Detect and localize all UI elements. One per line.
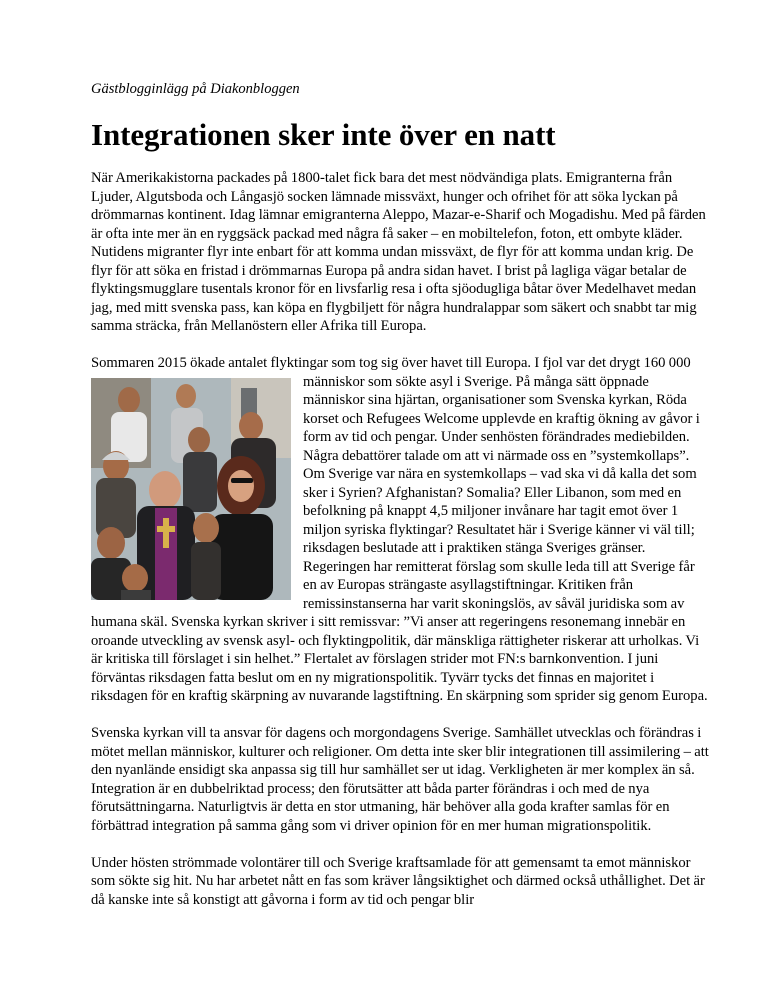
paragraph-3: Svenska kyrkan vill ta ansvar för dagens och morgondagens Sverige. Samhället utvecklas och förändras i mötet mellan människor, kulturer och religioner. Om detta inte sker blir integrationen till assimilering – att den nyanlände ensidigt ska anpassa sig till hur samhället ser ut idag. Verkligheten är mer komplex än så. Integration är en dubbelriktad process; den förutsätter att båda parter förändras i och med de nya förutsättningarna. Naturligtvis är detta en stor utmaning, här behöver alla goda krafter samlas för en förbättrad integration på samma gång som vi driver opinion för en mer human migrationspolitik. [91, 725, 709, 834]
article-title: Integrationen sker inte över en natt [91, 117, 556, 152]
paragraph-2 [91, 354, 711, 706]
blog-kicker: Gästblogginlägg på Diakonbloggen [91, 81, 300, 97]
group-photo [91, 378, 291, 600]
paragraph-4: Under hösten strömmade volontärer till och Sverige kraftsamlade för att gemensamt ta emot människor som sökte sig hit. Nu har arbetet nått en fas som kräver långsiktighet och därmed också uthållighet. Det är då kanske inte så konstigt att gåvorna i form av tid och pengar blir [91, 854, 705, 908]
paragraph-2-rest: På många sätt öppnade människor sina hjärtan, organisationer som Svenska kyrkan, Röda korset och Refugees Welcome upplevde en kraftig ökning av gåvor i form av tid och pengar. Under senhösten förändrades mediebilden. Några debattörer talade om att vi närmade oss en ”systemkollaps”. Om Sverige var nära en systemkollaps – vad ska vi då kalla det som sker i Syrien? Afghanistan? Somalia? Eller Libanon, som med en befolkning på knappt 4,5 miljoner invånare har tagit emot över 1 miljon syriska flyktingar? Resultatet här i Sverige känner vi väl till; riksdagen beslutade att i praktiken stänga Sveriges gränser. Regeringen har remitterat förslag som skulle leda till att Sverige får en av Europas strängaste asyllagstiftningar. Kritiken från remissinstanserna har varit skoningslös, av såväl juridiska som av humana skäl. Svenska kyrkan skriver i sitt remissvar: ”Vi anser att regeringens resonemang innebär en oroande utveckling av svensk asyl- och flyktingpolitik, där mänskliga rättigheter riskerar att urholkas. Vi är kritiska till förslaget i sin helhet.” Flertalet av förslagen strider mot FN:s barnkonvention. I juni förväntas riksdagen fatta beslut om en ny migrationspolitik. Tyvärr tycks det finnas en majoritet i riksdagen för en kraftig skärpning av nuvarande lagstiftning. En skärpning som sprider sig genom Europa. [91, 373, 708, 704]
paragraph-1: När Amerikakistorna packades på 1800-talet fick bara det mest nödvändiga plats. Emigranterna från Ljuder, Algutsboda och Långasjö socken lämnade missväxt, hunger och ofrihet för att söka lyckan på drömmarnas kontinent. Idag lämnar emigranterna Aleppo, Mazar-e-Sharif och Mogadishu. Med på färden är ofta inte mer än en ryggsäck packad med några få saker – en mobiltelefon, foton, ett ombyte kläder. Nutidens migranter flyr inte enbart för att komma undan missväxt, de flyr för att komma undan krig. De flyr för att söka en fristad i drömmarnas Europa på andra sidan havet. I brist på lagliga vägar betalar de flyktingsmugglare tusentals kronor för en livsfarlig resa i ofta sjöodugliga båtar över Medelhavet medan jag, med mitt svenska pass, kan köpa en flygbiljett för några hundralappar som säkert och snabbt tar mig samma sträcka, från Mellanöstern eller Afrika till Europa. [91, 170, 706, 334]
document-page [91, 80, 711, 928]
paragraph-2-intro: Sommaren 2015 ökade antalet flyktingar som tog sig över havet till Europa. I fjol var det drygt 160 000 människor som sökte asyl i Sverige. [91, 355, 691, 390]
group-photo-illustration [91, 378, 291, 600]
